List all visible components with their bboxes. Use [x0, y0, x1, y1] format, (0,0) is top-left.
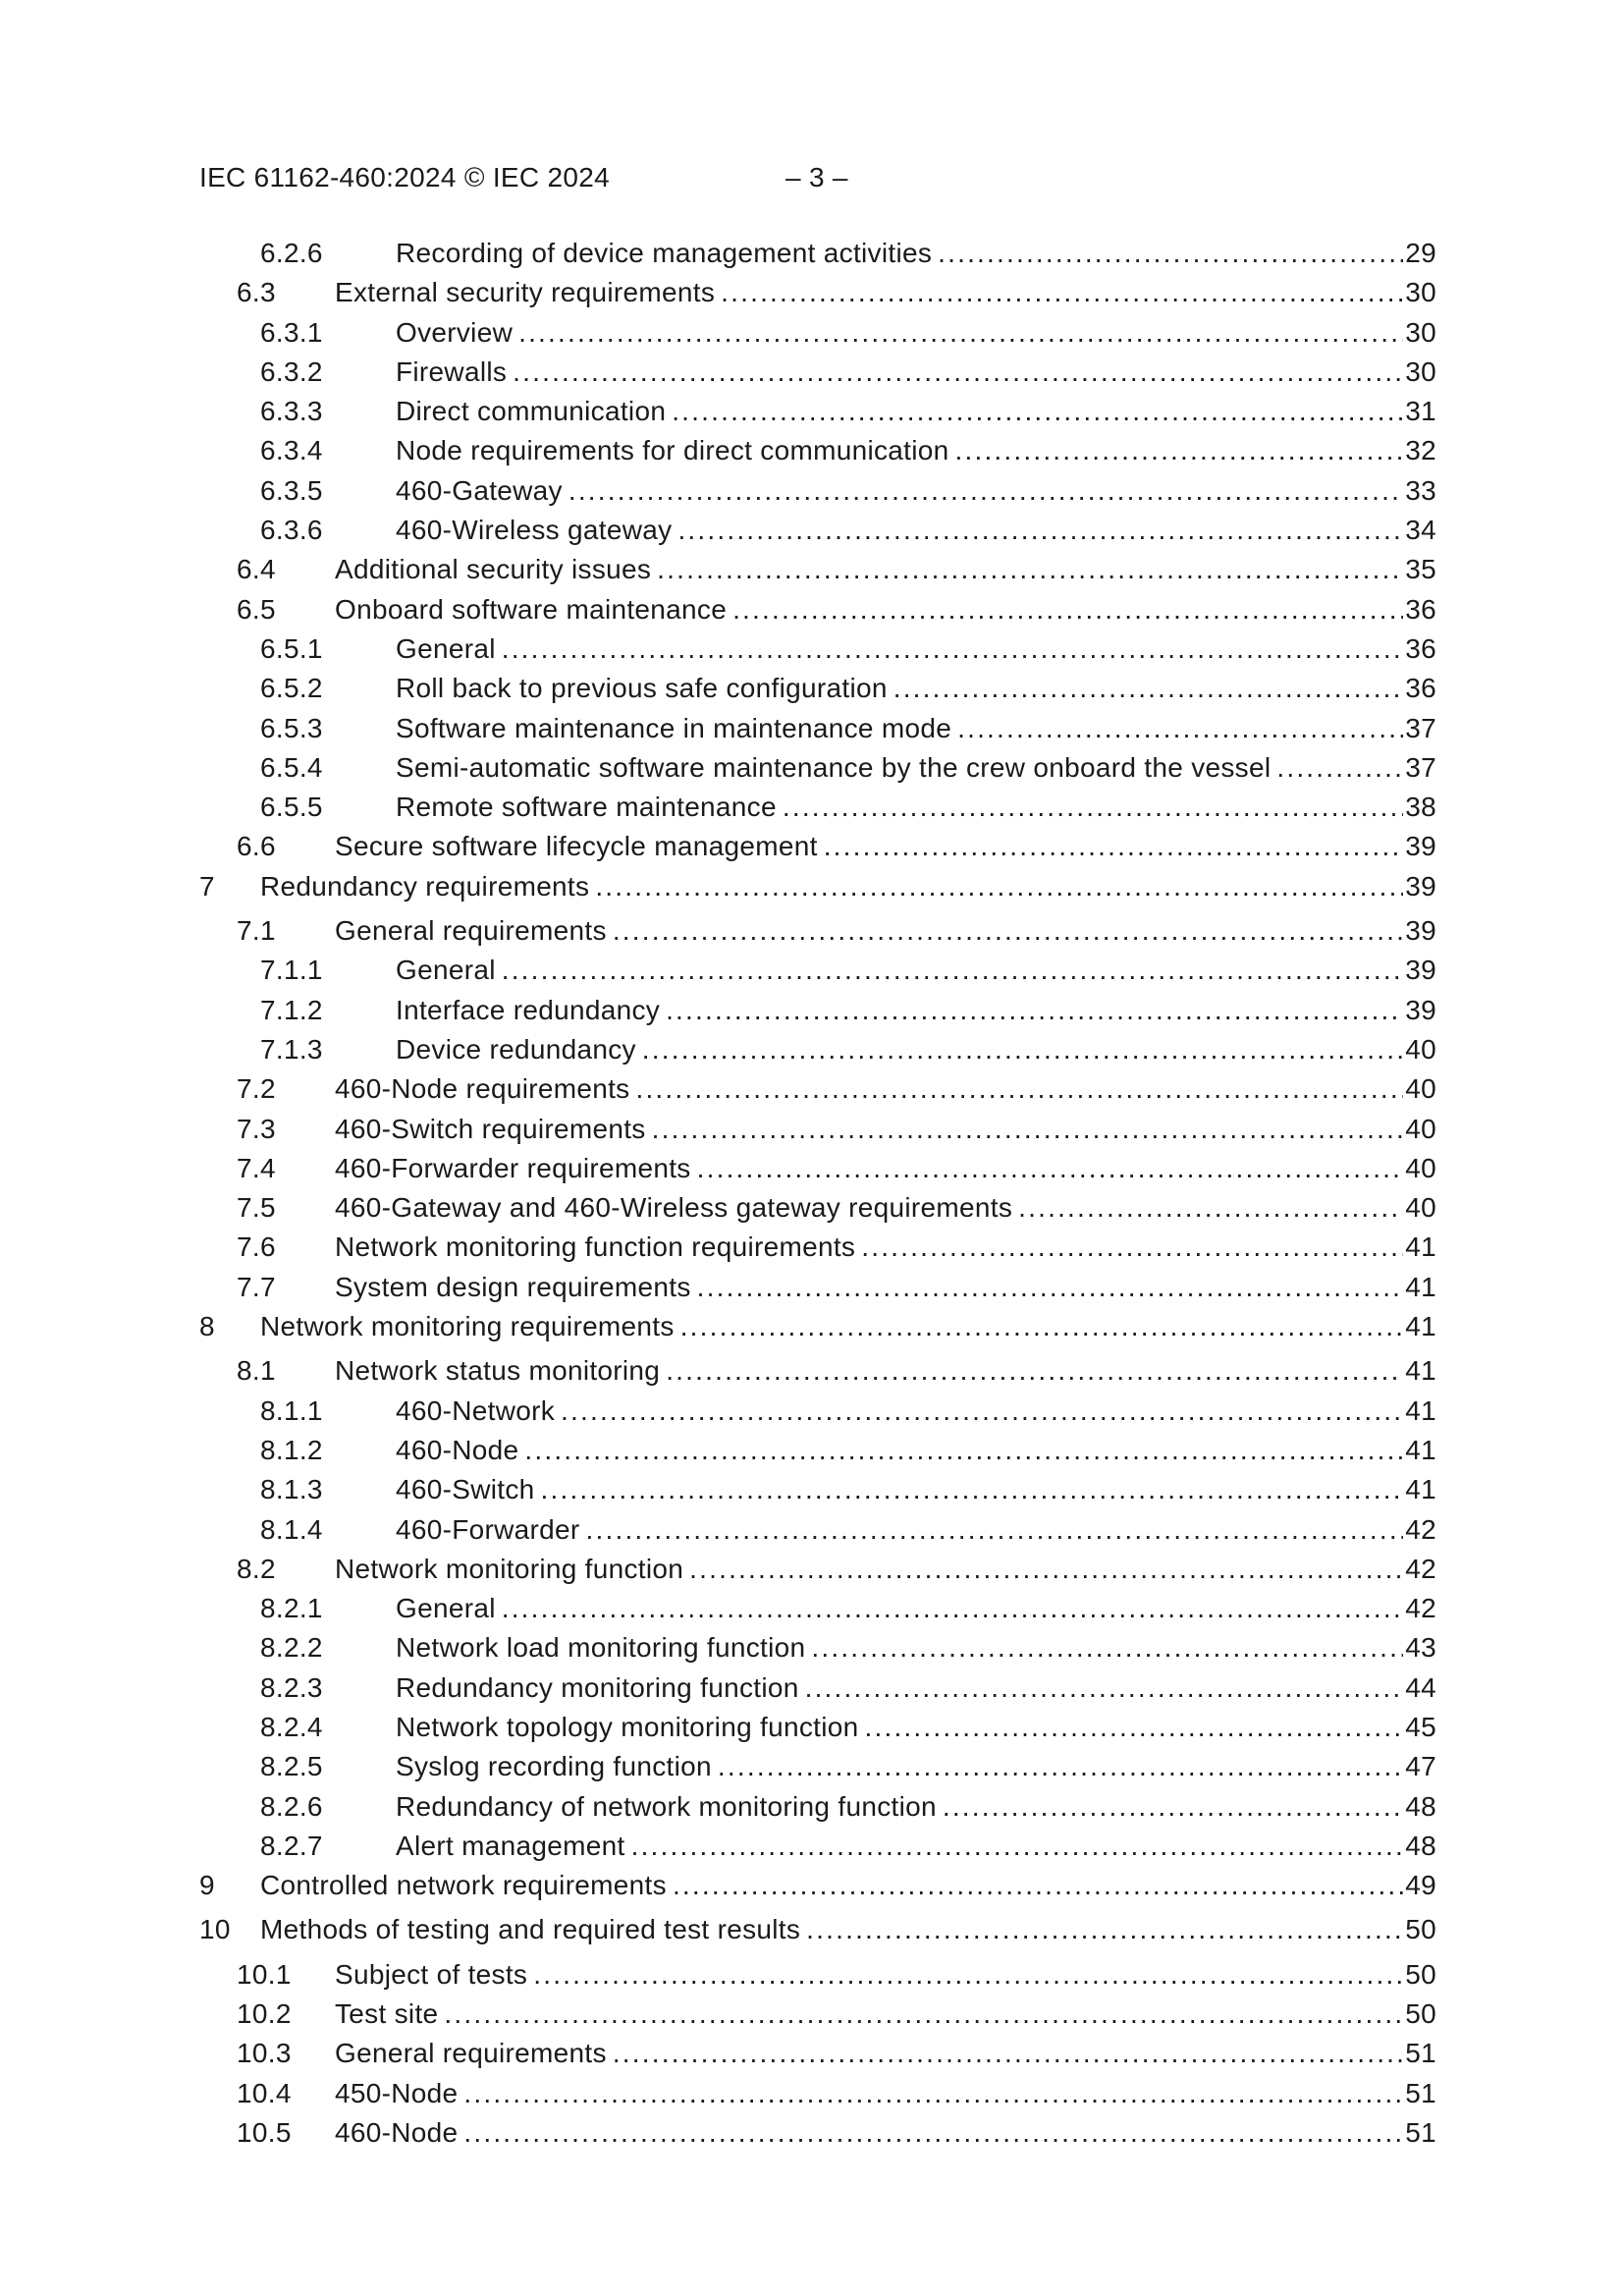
toc-entry-page: 51 — [1405, 2116, 1436, 2148]
toc-entry-title: 460-Gateway and 460-Wireless gateway requirements — [335, 1192, 1013, 1224]
toc-entry-number: 6.6 — [237, 831, 276, 862]
toc-entry-page: 40 — [1405, 1113, 1436, 1144]
toc-entry-title: 460-Network — [396, 1394, 556, 1426]
toc-entry[interactable] — [199, 1589, 1436, 1628]
toc-entry-title: Network load monitoring function — [396, 1632, 806, 1664]
toc-dot-leader — [666, 1351, 1403, 1391]
toc-entry-number: 8.2.4 — [260, 1711, 323, 1742]
toc-dot-leader — [642, 1030, 1403, 1069]
toc-entry-number: 8.2 — [237, 1553, 276, 1584]
toc-dot-leader — [613, 911, 1403, 951]
toc-entry-title: 460-Node requirements — [335, 1073, 630, 1105]
toc-dot-leader — [586, 1510, 1404, 1550]
toc-dot-leader — [955, 431, 1404, 470]
toc-entry-page: 41 — [1405, 1231, 1436, 1263]
toc-entry[interactable] — [199, 1910, 1436, 1949]
toc-dot-leader — [561, 1392, 1403, 1431]
toc-entry-number: 8.2.1 — [260, 1593, 323, 1624]
toc-dot-leader — [943, 1787, 1403, 1827]
toc-entry-number: 8.2.6 — [260, 1790, 323, 1822]
toc-entry-number: 7.1.2 — [260, 994, 323, 1025]
toc-dot-leader — [721, 273, 1403, 312]
toc-entry-page: 36 — [1405, 632, 1436, 664]
toc-dot-leader — [824, 827, 1404, 866]
toc-entry-number: 8.2.3 — [260, 1671, 323, 1703]
toc-entry-number: 10.3 — [237, 2038, 292, 2069]
toc-entry-number: 8.1.3 — [260, 1474, 323, 1505]
toc-entry-page: 39 — [1405, 915, 1436, 947]
toc-entry-page: 51 — [1405, 2077, 1436, 2108]
toc-entry[interactable] — [199, 2113, 1436, 2153]
toc-dot-leader — [861, 1228, 1403, 1267]
toc-entry[interactable] — [199, 511, 1436, 550]
toc-entry-title: 460-Wireless gateway — [396, 515, 673, 546]
toc-entry-page: 38 — [1405, 792, 1436, 823]
toc-entry[interactable] — [199, 590, 1436, 629]
toc-dot-leader — [673, 1866, 1403, 1905]
toc-dot-leader — [513, 353, 1403, 392]
toc-entry-title: Semi-automatic software maintenance by the crew onboard the vessel — [396, 751, 1271, 783]
toc-entry-number: 8.1.2 — [260, 1434, 323, 1465]
toc-dot-leader — [689, 1550, 1403, 1589]
toc-entry-page: 48 — [1405, 1790, 1436, 1822]
toc-entry[interactable] — [199, 234, 1436, 273]
toc-entry[interactable] — [199, 951, 1436, 990]
toc-entry-page: 36 — [1405, 593, 1436, 625]
toc-dot-leader — [568, 471, 1403, 511]
toc-entry[interactable] — [199, 1268, 1436, 1307]
toc-entry[interactable] — [199, 748, 1436, 788]
toc-entry-page: 44 — [1405, 1671, 1436, 1703]
toc-dot-leader — [697, 1149, 1404, 1188]
toc-entry-title: Onboard software maintenance — [335, 593, 728, 625]
toc-dot-leader — [652, 1110, 1404, 1149]
toc-entry-page: 41 — [1405, 1434, 1436, 1465]
toc-dot-leader — [1018, 1188, 1403, 1228]
toc-entry-page: 41 — [1405, 1474, 1436, 1505]
toc-entry-page: 40 — [1405, 1192, 1436, 1224]
toc-entry-number: 7.7 — [237, 1271, 276, 1302]
toc-entry-number: 6.5.3 — [260, 712, 323, 743]
toc-entry[interactable] — [199, 911, 1436, 951]
toc-entry-number: 8 — [199, 1311, 215, 1342]
toc-entry[interactable] — [199, 1110, 1436, 1149]
toc-entry[interactable] — [199, 1030, 1436, 1069]
toc-entry[interactable] — [199, 1510, 1436, 1550]
toc-entry[interactable] — [199, 2074, 1436, 2113]
toc-dot-leader — [657, 550, 1403, 589]
toc-entry-title: External security requirements — [335, 277, 716, 308]
toc-entry-title: Network monitoring function — [335, 1553, 684, 1584]
toc-entry[interactable] — [199, 1747, 1436, 1786]
toc-entry-page: 39 — [1405, 870, 1436, 902]
toc-entry-page: 36 — [1405, 673, 1436, 704]
toc-entry-number: 6.2.6 — [260, 238, 323, 268]
toc-entry-title: Software maintenance in maintenance mode — [396, 712, 952, 743]
toc-entry-number: 7.4 — [237, 1152, 276, 1183]
toc-entry-title: Syslog recording function — [396, 1751, 712, 1782]
toc-entry-number: 6.3 — [237, 277, 276, 308]
toc-entry-title: General — [396, 1593, 496, 1624]
toc-dot-leader — [865, 1708, 1404, 1747]
toc-entry-number: 6.3.3 — [260, 396, 323, 427]
toc-entry-number: 10.2 — [237, 1998, 292, 2030]
toc-entry[interactable] — [199, 788, 1436, 827]
toc-entry[interactable] — [199, 1628, 1436, 1667]
toc-entry-title: General — [396, 632, 496, 664]
toc-entry-page: 47 — [1405, 1751, 1436, 1782]
toc-entry-page: 42 — [1405, 1513, 1436, 1545]
toc-entry-title: General requirements — [335, 915, 607, 947]
toc-entry-page: 41 — [1405, 1394, 1436, 1426]
toc-entry-number: 10.1 — [237, 1958, 292, 1990]
toc-entry-title: General requirements — [335, 2038, 607, 2069]
page-header — [199, 159, 1436, 196]
toc-entry[interactable] — [199, 2034, 1436, 2073]
toc-dot-leader — [677, 511, 1403, 550]
toc-entry-page: 41 — [1405, 1271, 1436, 1302]
toc-entry[interactable] — [199, 273, 1436, 312]
toc-entry-title: Additional security issues — [335, 554, 652, 585]
toc-entry-title: Roll back to previous safe configuration — [396, 673, 888, 704]
toc-entry-page: 29 — [1405, 238, 1436, 268]
toc-entry-page: 45 — [1405, 1711, 1436, 1742]
toc-entry-page: 30 — [1405, 277, 1436, 308]
toc-entry-number: 6.3.4 — [260, 435, 323, 466]
toc-dot-leader — [524, 1431, 1403, 1470]
toc-entry-number: 10.4 — [237, 2077, 292, 2108]
toc-entry[interactable] — [199, 1351, 1436, 1391]
toc-entry-number: 6.5.1 — [260, 632, 323, 664]
toc-entry[interactable] — [199, 471, 1436, 511]
toc-entry[interactable] — [199, 1188, 1436, 1228]
toc-entry-title: Alert management — [396, 1830, 625, 1861]
toc-entry[interactable] — [199, 1431, 1436, 1470]
toc-entry-number: 8.1.4 — [260, 1513, 323, 1545]
toc-entry[interactable] — [199, 1149, 1436, 1188]
toc-entry-title: 460-Switch requirements — [335, 1113, 646, 1144]
toc-entry-page: 40 — [1405, 1073, 1436, 1105]
toc-dot-leader — [893, 669, 1404, 708]
toc-dot-leader — [502, 1589, 1404, 1628]
toc-entry-title: Network monitoring requirements — [260, 1311, 675, 1342]
toc-entry-title: Node requirements for direct communication — [396, 435, 949, 466]
toc-entry-page: 30 — [1405, 355, 1436, 387]
toc-entry-page: 34 — [1405, 515, 1436, 546]
toc-dot-leader — [732, 590, 1403, 629]
toc-entry[interactable] — [199, 1827, 1436, 1866]
toc-entry-title: Firewalls — [396, 355, 508, 387]
toc-dot-leader — [463, 2113, 1403, 2153]
toc-dot-leader — [502, 629, 1404, 669]
toc-entry-title: 460-Gateway — [396, 474, 563, 506]
toc-entry-title: Subject of tests — [335, 1958, 528, 1990]
toc-entry-title: 450-Node — [335, 2077, 459, 2108]
toc-entry-number: 9 — [199, 1870, 215, 1901]
toc-entry-page: 42 — [1405, 1593, 1436, 1624]
toc-entry[interactable] — [199, 1995, 1436, 2034]
toc-dot-leader — [502, 951, 1404, 990]
toc-entry-page: 32 — [1405, 435, 1436, 466]
toc-entry-title: Direct communication — [396, 396, 667, 427]
toc-entry-title: Redundancy monitoring function — [396, 1671, 799, 1703]
toc-entry-number: 6.3.2 — [260, 355, 323, 387]
toc-entry-title: 460-Switch — [396, 1474, 535, 1505]
toc-entry-number: 7.1 — [237, 915, 276, 947]
toc-dot-leader — [957, 709, 1403, 748]
toc-entry-title: Secure software lifecycle management — [335, 831, 818, 862]
toc-entry[interactable] — [199, 629, 1436, 669]
toc-entry-number: 6.3.6 — [260, 515, 323, 546]
toc-entry-title: 460-Forwarder requirements — [335, 1152, 691, 1183]
toc-entry-number: 10 — [199, 1914, 231, 1945]
toc-entry-title: 460-Node — [396, 1434, 519, 1465]
toc-dot-leader — [1276, 748, 1403, 788]
toc-entry[interactable] — [199, 827, 1436, 866]
toc-dot-leader — [697, 1268, 1404, 1307]
toc-dot-leader — [444, 1995, 1403, 2034]
toc-entry-title: Network monitoring function requirements — [335, 1231, 856, 1263]
toc-entry-page: 41 — [1405, 1355, 1436, 1387]
toc-entry-page: 35 — [1405, 554, 1436, 585]
toc-dot-leader — [613, 2034, 1403, 2073]
toc-entry-title: Device redundancy — [396, 1033, 636, 1065]
toc-entry-page: 30 — [1405, 316, 1436, 348]
toc-dot-leader — [666, 991, 1403, 1030]
toc-entry-page: 42 — [1405, 1553, 1436, 1584]
toc-entry-page: 39 — [1405, 955, 1436, 986]
toc-entry[interactable] — [199, 669, 1436, 708]
toc-entry[interactable] — [199, 1708, 1436, 1747]
toc-dot-leader — [533, 1955, 1403, 1995]
toc-entry-page: 33 — [1405, 474, 1436, 506]
toc-entry-page: 31 — [1405, 396, 1436, 427]
toc-entry-number: 7.2 — [237, 1073, 276, 1105]
toc-entry-page: 50 — [1405, 1914, 1436, 1945]
toc-entry-number: 7.3 — [237, 1113, 276, 1144]
toc-dot-leader — [635, 1069, 1403, 1109]
toc-entry-number: 7.5 — [237, 1192, 276, 1224]
toc-dot-leader — [595, 867, 1403, 906]
toc-entry-number: 8.1 — [237, 1355, 276, 1387]
toc-entry[interactable] — [199, 1470, 1436, 1509]
toc-entry-page: 50 — [1405, 1958, 1436, 1990]
toc-dot-leader — [672, 392, 1403, 431]
toc-dot-leader — [631, 1827, 1404, 1866]
header-standard-id: IEC 61162-460:2024 © IEC 2024 — [199, 162, 610, 192]
toc-entry-page: 39 — [1405, 831, 1436, 862]
toc-entry-title: Overview — [396, 316, 514, 348]
toc-dot-leader — [805, 1668, 1404, 1708]
toc-entry-title: Network status monitoring — [335, 1355, 661, 1387]
toc-entry[interactable] — [199, 1866, 1436, 1905]
toc-entry[interactable] — [199, 353, 1436, 392]
toc-dot-leader — [463, 2074, 1403, 2113]
toc-entry-number: 6.4 — [237, 554, 276, 585]
toc-entry-title: Methods of testing and required test results — [260, 1914, 801, 1945]
toc-entry[interactable] — [199, 1069, 1436, 1109]
toc-entry[interactable] — [199, 1955, 1436, 1995]
toc-entry-number: 7 — [199, 870, 215, 902]
toc-dot-leader — [718, 1747, 1403, 1786]
toc-dot-leader — [541, 1470, 1404, 1509]
toc-entry-page: 43 — [1405, 1632, 1436, 1664]
toc-entry[interactable] — [199, 991, 1436, 1030]
toc-entry-number: 7.1.1 — [260, 955, 323, 986]
toc-entry-title: Remote software maintenance — [396, 792, 777, 823]
table-of-contents — [199, 234, 1436, 2153]
toc-entry-number: 6.3.5 — [260, 474, 323, 506]
toc-entry-page: 41 — [1405, 1311, 1436, 1342]
toc-entry-page: 51 — [1405, 2038, 1436, 2069]
toc-entry-page: 48 — [1405, 1830, 1436, 1861]
toc-entry-number: 8.2.7 — [260, 1830, 323, 1861]
toc-entry[interactable] — [199, 392, 1436, 431]
toc-entry-title: Controlled network requirements — [260, 1870, 667, 1901]
toc-entry-number: 7.6 — [237, 1231, 276, 1263]
toc-entry[interactable] — [199, 1668, 1436, 1708]
toc-dot-leader — [806, 1910, 1403, 1949]
toc-dot-leader — [811, 1628, 1403, 1667]
toc-entry-title: 460-Node — [335, 2116, 459, 2148]
toc-entry[interactable] — [199, 709, 1436, 748]
toc-entry-number: 7.1.3 — [260, 1033, 323, 1065]
toc-entry[interactable] — [199, 550, 1436, 589]
toc-entry[interactable] — [199, 867, 1436, 906]
header-page-number: – 3 – — [785, 162, 848, 192]
toc-dot-leader — [518, 313, 1403, 353]
toc-entry-number: 8.2.5 — [260, 1751, 323, 1782]
toc-entry[interactable] — [199, 1787, 1436, 1827]
toc-entry-title: Recording of device management activities — [396, 238, 933, 268]
toc-entry-page: 40 — [1405, 1033, 1436, 1065]
toc-entry[interactable] — [199, 313, 1436, 353]
toc-entry-number: 6.3.1 — [260, 316, 323, 348]
toc-entry-title: General — [396, 955, 496, 986]
toc-entry-title: System design requirements — [335, 1271, 691, 1302]
toc-entry-number: 8.1.1 — [260, 1394, 323, 1426]
toc-entry-page: 37 — [1405, 751, 1436, 783]
toc-entry-title: 460-Forwarder — [396, 1513, 580, 1545]
toc-entry-page: 50 — [1405, 1998, 1436, 2030]
toc-dot-leader — [680, 1307, 1404, 1346]
toc-entry-title: Redundancy of network monitoring function — [396, 1790, 937, 1822]
toc-entry-page: 37 — [1405, 712, 1436, 743]
toc-entry-number: 6.5.2 — [260, 673, 323, 704]
toc-entry-number: 6.5.5 — [260, 792, 323, 823]
toc-entry-page: 40 — [1405, 1152, 1436, 1183]
toc-entry-page: 39 — [1405, 994, 1436, 1025]
toc-entry-title: Network topology monitoring function — [396, 1711, 859, 1742]
toc-entry[interactable] — [199, 1550, 1436, 1589]
toc-entry[interactable] — [199, 1228, 1436, 1267]
toc-entry-number: 6.5.4 — [260, 751, 323, 783]
toc-entry-number: 6.5 — [237, 593, 276, 625]
toc-entry[interactable] — [199, 431, 1436, 470]
toc-entry-number: 8.2.2 — [260, 1632, 323, 1664]
toc-dot-leader — [938, 234, 1403, 273]
toc-entry-title: Interface redundancy — [396, 994, 661, 1025]
toc-entry[interactable] — [199, 1307, 1436, 1346]
toc-dot-leader — [783, 788, 1403, 827]
toc-entry-page: 49 — [1405, 1870, 1436, 1901]
toc-entry-title: Test site — [335, 1998, 439, 2030]
toc-entry[interactable] — [199, 1392, 1436, 1431]
toc-entry-number: 10.5 — [237, 2116, 292, 2148]
toc-entry-title: Redundancy requirements — [260, 870, 590, 902]
